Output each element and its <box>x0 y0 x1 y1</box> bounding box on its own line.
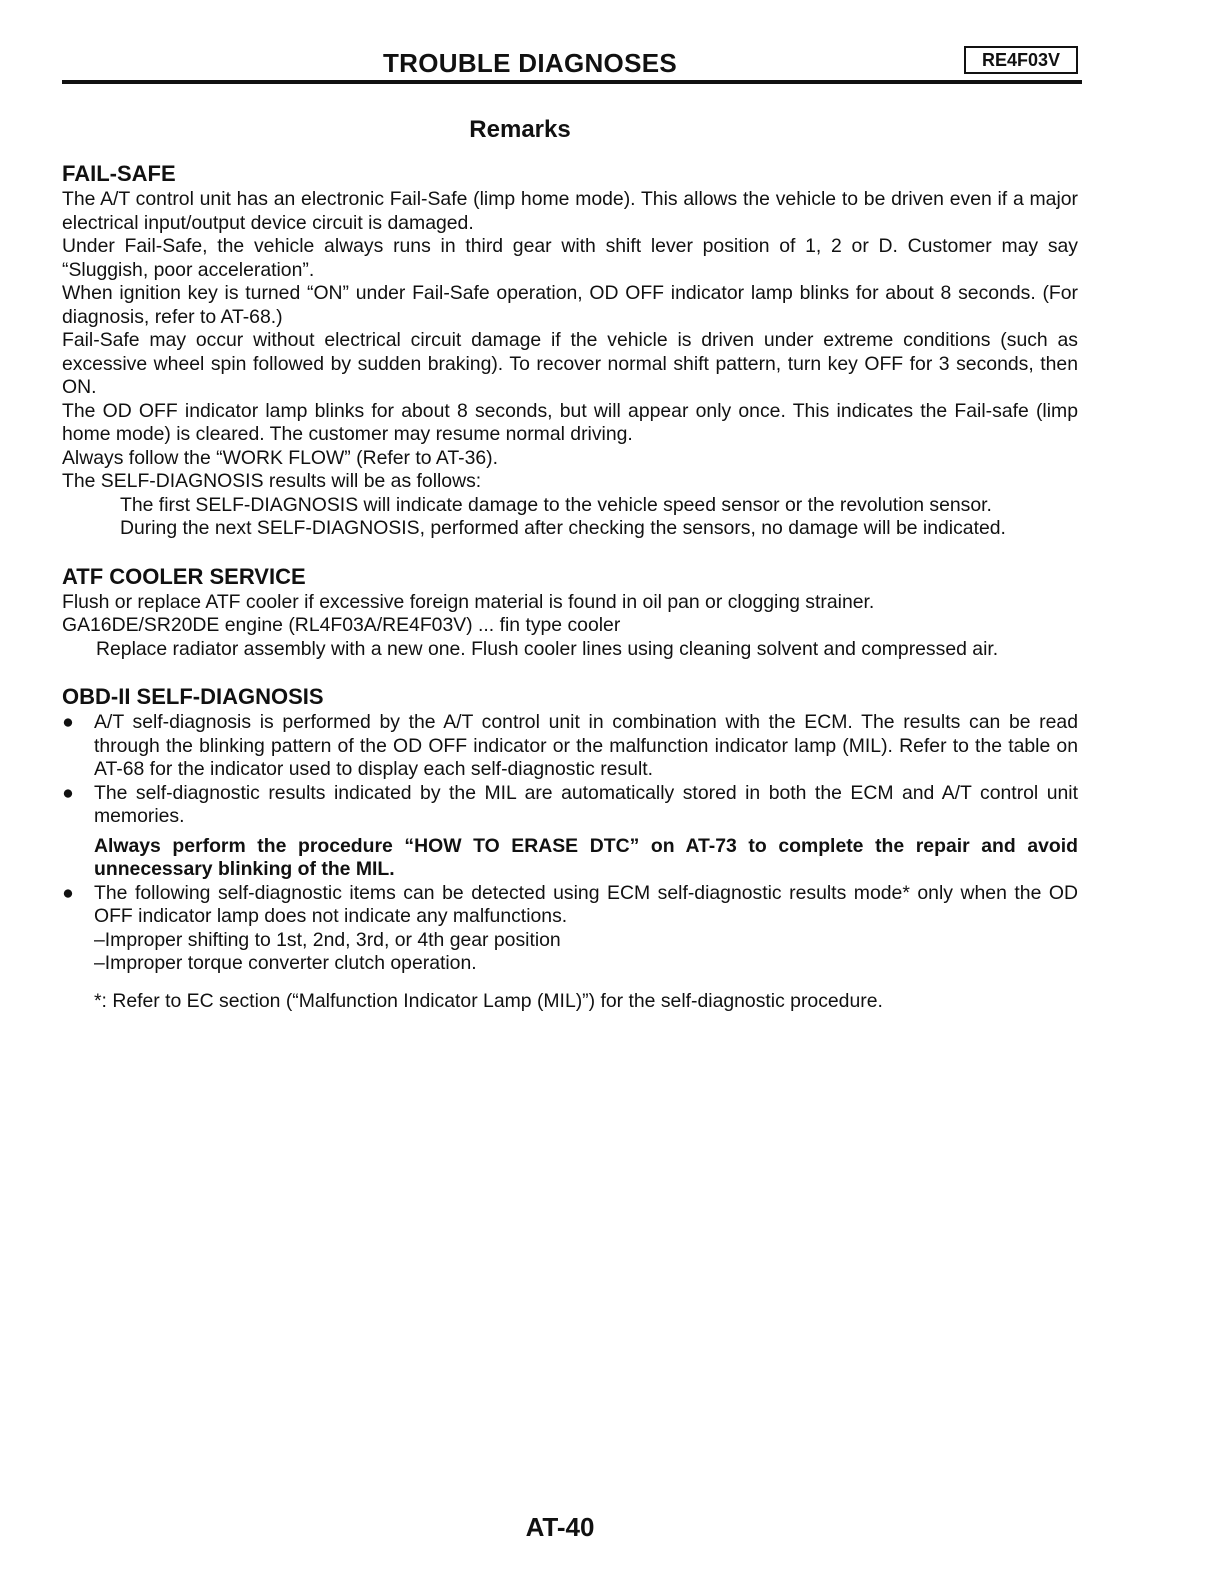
list-item-text: The self-diagnostic results indicated by the MIL are automatically stored in both the ECM and A/T control unit memories. <box>94 781 1078 827</box>
self-diagnosis-result: During the next SELF-DIAGNOSIS, performed after checking the sensors, no damage will be indicated. <box>120 517 1006 539</box>
page-number: AT-40 <box>525 1512 595 1542</box>
page-content <box>62 160 1078 1013</box>
fail-safe-paragraph: When ignition key is turned “ON” under Fail-Safe operation, OD OFF indicator lamp blinks for about 8 seconds. (For diagnosis, refer to AT-68.) <box>62 282 1078 328</box>
model-code-badge: RE4F03V <box>964 46 1078 74</box>
important-note: Always perform the procedure “HOW TO ERASE DTC” on AT-73 to complete the repair and avoid unnecessary blinking of the MIL. <box>94 834 1078 880</box>
fail-safe-paragraph: The A/T control unit has an electronic Fail-Safe (limp home mode). This allows the vehicle to be driven even if a major electrical input/output device circuit is damaged. <box>62 188 1078 234</box>
atf-cooler-paragraph: Flush or replace ATF cooler if excessive foreign material is found in oil pan or clogging strainer. <box>62 590 875 613</box>
bullet-icon: ● <box>62 881 74 904</box>
atf-cooler-heading: ATF COOLER SERVICE <box>62 563 306 589</box>
list-item-text: A/T self-diagnosis is performed by the A/T control unit in combination with the ECM. The results can be read through the blinking pattern of the OD OFF indicator or the malfunction indicator lamp (MIL). Refer to the table on AT-68 for the indicator used to display each self-diagnostic result. <box>94 711 1078 780</box>
fail-safe-paragraph: Always follow the “WORK FLOW” (Refer to AT-36). <box>62 446 499 469</box>
page-title: Remarks <box>469 116 571 143</box>
obd-heading: OBD-II SELF-DIAGNOSIS <box>62 684 324 709</box>
list-item <box>62 711 1078 782</box>
fail-safe-paragraph: Fail-Safe may occur without electrical circuit damage if the vehicle is driven under extreme conditions (such as excessive wheel spin followed by sudden braking). To recover normal shift pattern, turn key OFF for 3 seconds, then ON. <box>62 329 1078 398</box>
detectable-item: –Improper shifting to 1st, 2nd, 3rd, or 4th gear position <box>94 928 561 951</box>
list-item <box>62 782 1078 829</box>
detectable-item: –Improper torque converter clutch operation. <box>94 952 477 974</box>
fail-safe-paragraph: The OD OFF indicator lamp blinks for about 8 seconds, but will appear only once. This indicates the Fail-safe (limp home mode) is cleared. The customer may resume normal driving. <box>62 399 1078 445</box>
bullet-icon: ● <box>62 711 74 733</box>
bullet-icon: ● <box>62 781 74 804</box>
atf-cooler-paragraph: GA16DE/SR20DE engine (RL4F03A/RE4F03V) ... fin type cooler <box>62 614 621 636</box>
header-rule <box>62 80 1082 84</box>
fail-safe-paragraph: Under Fail-Safe, the vehicle always runs in third gear with shift lever position of 1, 2 or D. Customer may say “Sluggish, poor acceleration”. <box>62 235 1078 281</box>
list-item-text: The following self-diagnostic items can be detected using ECM self-diagnostic results mode* only when the OD OFF indicator lamp does not indicate any malfunctions. <box>94 881 1078 927</box>
fail-safe-heading: FAIL-SAFE <box>62 161 176 186</box>
section-title: TROUBLE DIAGNOSES <box>382 48 677 78</box>
fail-safe-paragraph: The SELF-DIAGNOSIS results will be as follows: <box>62 470 482 492</box>
atf-cooler-instruction: Replace radiator assembly with a new one. Flush cooler lines using cleaning solvent and compressed air. <box>96 637 999 660</box>
list-item <box>62 882 1078 929</box>
footnote: *: Refer to EC section (“Malfunction Indicator Lamp (MIL)”) for the self-diagnostic procedure. <box>94 989 883 1012</box>
self-diagnosis-result: The first SELF-DIAGNOSIS will indicate damage to the vehicle speed sensor or the revolution sensor. <box>120 493 992 516</box>
